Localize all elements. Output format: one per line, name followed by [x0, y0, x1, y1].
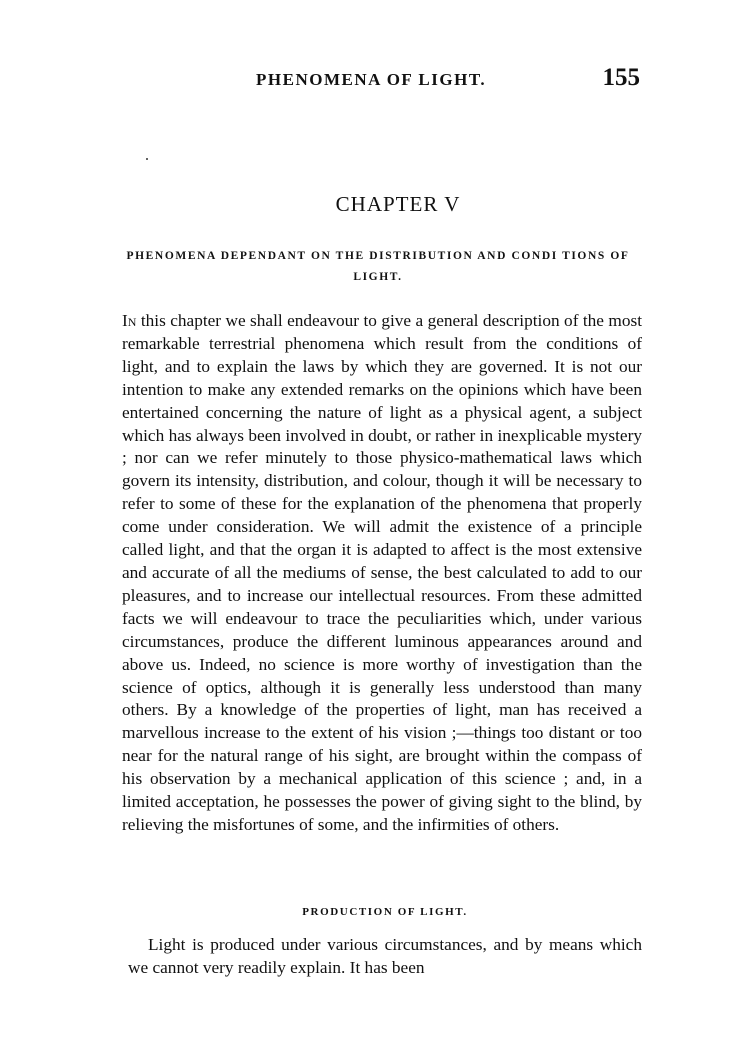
running-header: [150, 66, 640, 96]
section-heading: PRODUCTION OF LIGHT.: [302, 906, 468, 918]
page-speck: [146, 158, 148, 160]
body-paragraph-1: [122, 310, 642, 837]
paragraph-text: this chapter we shall endeavour to give a general description of the most remarkable terrestrial phenomena which result from the conditions of light, and to explain the laws by which they are governed. It is not our intention to make any extended remarks on the opinions which have been entertained concerning the nature of light as a physical agent, a subject which has always been involved in doubt, or rather in inexplicable mystery ; nor can we refer minutely to those physico-mathematical laws which govern its intensity, distribution, and colour, though it will be necessary to refer to some of these for the explanation of the phenomena that properly come under consideration. We will admit the existence of a principle called light, and that the organ it is adapted to affect is the most extensive and accurate of all the mediums of sense, the best calculated to add to our pleasures, and to increase our intellectual resources. From these admitted facts we will endeavour to trace the peculiarities which, under various circumstances, produce the different luminous appearances around and above us. Indeed, no science is more worthy of investigation than the science of optics, although it is generally less understood than many others. By a knowledge of the properties of light, man has received a marvellous increase to the extent of his vision ;—things too distant or too near for the natural range of his sight, are brought within the compass of his observation by a mechanical application of this science ; and, in a limited acceptation, he possesses the power of giving sight to the blind, by relieving the misfortunes of some, and the infirmities of others.: [122, 311, 642, 834]
paragraph-lead-word: In: [122, 311, 137, 330]
body-paragraph-2: Light is produced under various circumstances, and by means which we cannot very readily explain. It has been: [128, 935, 642, 977]
chapter-heading: CHAPTER V: [335, 192, 461, 216]
chapter-subtitle: PHENOMENA DEPENDANT ON THE DISTRIBUTION AND CONDI TIONS OF LIGHT.: [126, 250, 630, 283]
page-number: 155: [602, 64, 640, 91]
running-title: PHENOMENA OF LIGHT.: [256, 70, 487, 89]
